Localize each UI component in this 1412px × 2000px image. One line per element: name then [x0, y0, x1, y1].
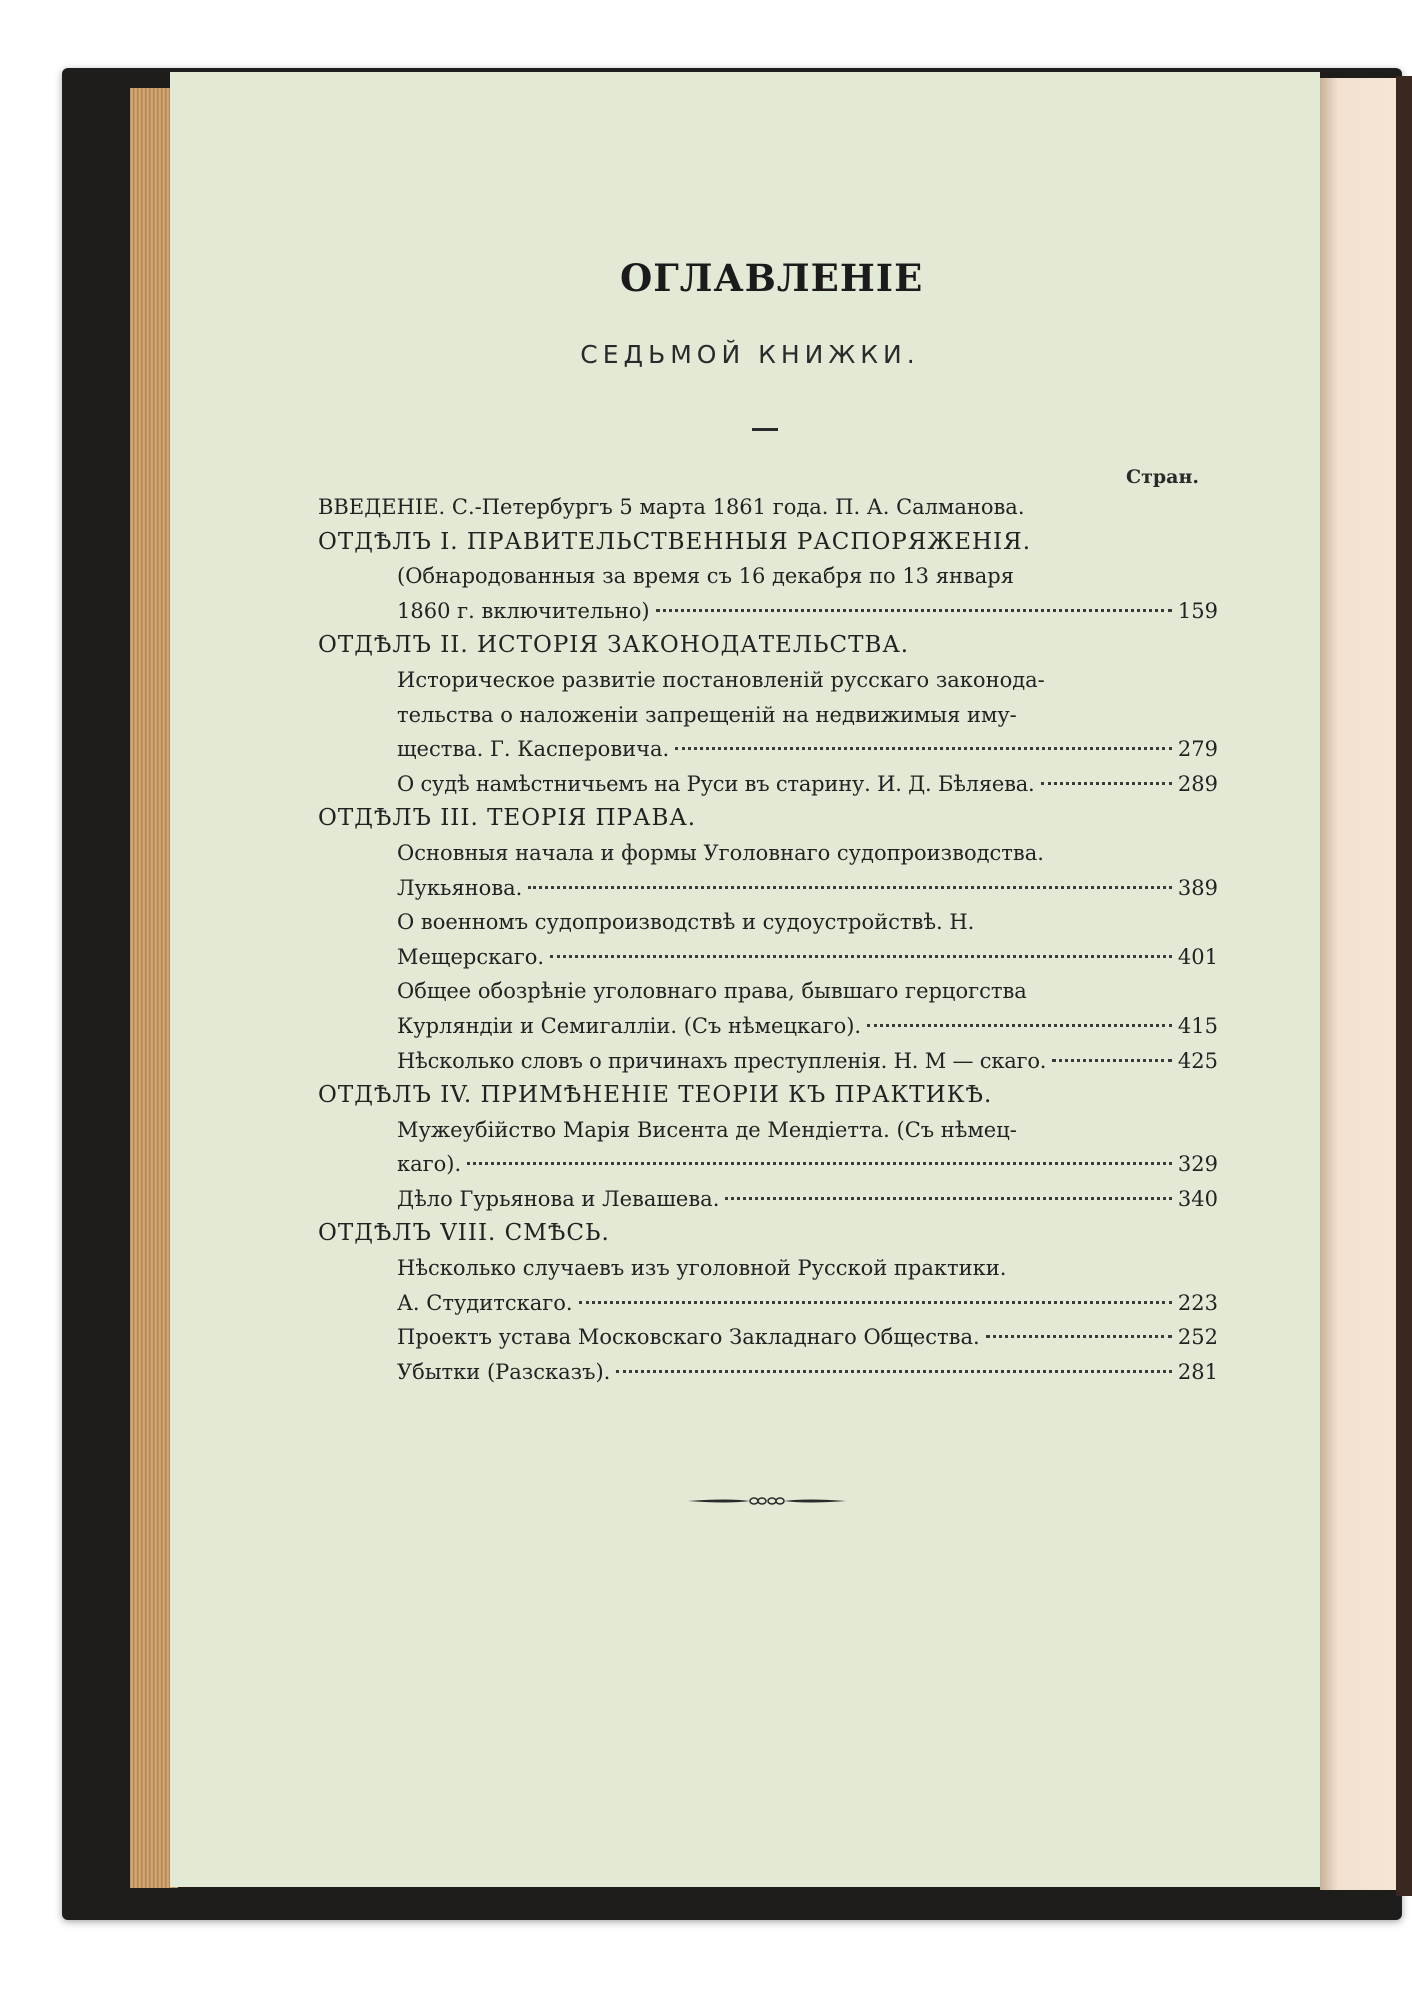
toc-entry-line: [318, 1355, 1218, 1390]
toc-page-number: 329: [1177, 1152, 1218, 1177]
page-subtitle: СЕДЬМОЙ КНИЖКИ.: [580, 340, 920, 369]
toc-page-number: 415: [1177, 1013, 1218, 1038]
toc-entry-text: О судѣ намѣстничьемъ на Руси въ старину. И. Д. Бѣляева.: [397, 771, 1035, 796]
title-divider: [752, 428, 778, 431]
toc-page-number: 252: [1177, 1325, 1218, 1350]
toc-page-number: 425: [1177, 1048, 1218, 1073]
dot-leader: [616, 1370, 1172, 1373]
toc-entry-text: А. Студитскаго.: [397, 1290, 573, 1315]
toc-section-8: ОТДѢЛЪ VIII. СМѢСЬ.: [318, 1220, 610, 1247]
toc-page-number: 223: [1177, 1290, 1218, 1315]
dot-leader: [867, 1024, 1172, 1027]
toc-entry-line: тельства о наложеніи запрещеній на недвижимыя иму-: [397, 702, 1017, 727]
toc-entry-line: [318, 1147, 1218, 1182]
toc-entry-line: [318, 594, 1218, 629]
dot-leader: [675, 747, 1172, 750]
dot-leader: [1041, 782, 1172, 785]
end-ornament: [688, 1493, 846, 1509]
dot-leader: [1052, 1059, 1172, 1062]
toc-page-number: 279: [1177, 737, 1218, 762]
toc-entry-line: [318, 1286, 1218, 1321]
toc-entry-line: [318, 1320, 1218, 1355]
toc-entry-line: Общее обозрѣніе уголовнаго права, бывшаго герцогства: [397, 979, 1027, 1004]
toc-entry-line: Основныя начала и формы Уголовнаго судопроизводства.: [397, 840, 1044, 865]
toc-entry-line: [318, 871, 1218, 906]
toc-entry-line: [318, 1009, 1218, 1044]
toc-intro: ВВЕДЕНІЕ. С.-Петербургъ 5 марта 1861 года. П. А. Салманова.: [318, 495, 1025, 519]
toc-entry-line: Историческое развитіе постановленій русскаго законода-: [397, 667, 1045, 692]
toc-entry-line: [318, 1044, 1218, 1079]
toc-entry-text: Курляндіи и Семигалліи. (Съ нѣмецкаго).: [397, 1013, 862, 1038]
toc-entry-text: каго).: [397, 1152, 462, 1177]
toc-entry-line: [318, 1182, 1218, 1217]
toc-entry-text: 1860 г. включительно): [397, 598, 650, 623]
page-column-label: Стран.: [1126, 466, 1200, 488]
toc-entry-line: [318, 767, 1218, 802]
dot-leader: [528, 886, 1172, 889]
toc-entry-line: [318, 732, 1218, 767]
toc-page-number: 159: [1177, 598, 1218, 623]
toc-section-2: ОТДѢЛЪ II. ИСТОРІЯ ЗАКОНОДАТЕЛЬСТВА.: [318, 632, 910, 659]
dot-leader: [656, 609, 1172, 612]
toc-entry-text: Лукьянова.: [397, 875, 523, 900]
toc-section-1: ОТДѢЛЪ I. ПРАВИТЕЛЬСТВЕННЫЯ РАСПОРЯЖЕНІЯ.: [318, 528, 1032, 555]
toc-entry-line: (Обнародованныя за время съ 16 декабря по 13 января: [397, 564, 1014, 589]
toc-page-number: 281: [1177, 1359, 1218, 1384]
toc-entry-text: Мещерскаго.: [397, 944, 545, 969]
dot-leader: [986, 1335, 1172, 1338]
toc-page-number: 401: [1177, 944, 1218, 969]
dot-leader: [579, 1301, 1172, 1304]
toc-entry-text: Дѣло Гурьянова и Левашева.: [397, 1186, 720, 1211]
toc-entry-text: щества. Г. Касперовича.: [397, 737, 670, 762]
toc-entry-line: О военномъ судопроизводствѣ и судоустройствѣ. Н.: [397, 910, 975, 935]
toc-entry-line: Нѣсколько случаевъ изъ уголовной Русской практики.: [397, 1256, 1007, 1281]
toc-entry-text: Проектъ устава Московскаго Закладнаго Общества.: [397, 1325, 980, 1350]
dot-leader: [725, 1197, 1172, 1200]
table-of-contents: [318, 490, 1218, 1389]
page-title: ОГЛАВЛЕНІЕ: [620, 256, 924, 300]
toc-entry-line: [318, 940, 1218, 975]
dot-leader: [550, 955, 1172, 958]
toc-page-number: 289: [1177, 771, 1218, 796]
facing-page: [1320, 78, 1406, 1890]
toc-entry-text: Убытки (Разсказъ).: [397, 1359, 611, 1384]
toc-page-number: 389: [1177, 875, 1218, 900]
toc-section-4: ОТДѢЛЪ IV. ПРИМѢНЕНІЕ ТЕОРІИ КЪ ПРАКТИКѢ.: [318, 1082, 993, 1109]
dot-leader: [467, 1162, 1172, 1165]
toc-entry-text: Нѣсколько словъ о причинахъ преступленія. Н. М — скаго.: [397, 1048, 1047, 1073]
toc-page-number: 340: [1177, 1186, 1218, 1211]
book-spine-edge: [1396, 76, 1412, 1896]
toc-section-3: ОТДѢЛЪ III. ТЕОРІЯ ПРАВА.: [318, 805, 697, 832]
toc-entry-line: Мужеубійство Марія Висента де Мендіетта. (Съ нѣмец-: [397, 1117, 1017, 1142]
